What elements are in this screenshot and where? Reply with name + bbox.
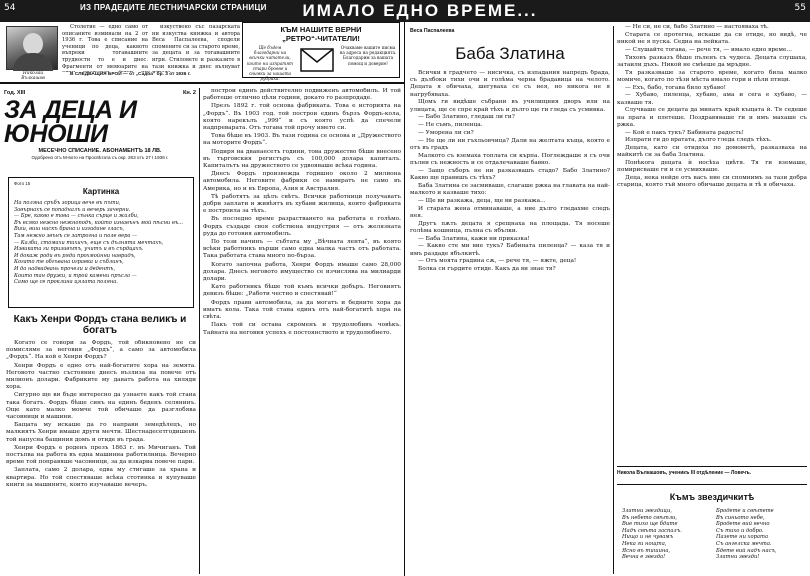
ford-para: По този начинъ — събтата му „Вѣчната лента“, въ която всѣки работникъ върши само една малка частъ отъ работата. Така работата става много по-бърза.: [203, 239, 401, 260]
ford-para: построи единъ действително подвиженъ автомобилъ. И той работеше отлично цѣли години, докато го разпродаде.: [203, 88, 401, 102]
poem-line: Бродете и свѣтете: [716, 508, 774, 514]
ford-article-col2: [203, 88, 401, 574]
intro-text-col2: [152, 24, 240, 72]
author-photo: [6, 26, 58, 70]
ford-para: Въ последно време разрастването на работата е голѣмо. Фордъ създаде своя собствена индустрия — отъ желязната руда до готовия автомобилъ.: [203, 216, 401, 237]
ford-para: Като работникъ бѣше той къмъ всички добъръ. Неговиятъ девизъ бѣше: „Работи честно и спестявай!“: [203, 284, 401, 298]
ford-para: Това бѣше въ 1903. Въ тази година се основа и „Дружеството на моторите Фордъ“.: [203, 133, 401, 147]
story-para: Деца, нека нейде отъ васъ ние си спомнимъ за тази добра старица, която тъй много обичаше децата и тѣ я обичаха.: [617, 175, 807, 189]
ford-para: Когато започна работа, Хенри Фордъ имаше само 28,000 долара. Днесъ неговото имущество се изчислява на милиарди долари.: [203, 261, 401, 283]
ford-headline: Какъ Хенри Фордъ стана великъ и богатъ: [13, 314, 187, 336]
story-para: И старата жена отминаваше, а ние дълго гледахме следъ нея.: [410, 205, 610, 219]
ford-para: Сигурно ще ви бъде интересно да узнаете какъ той стана така богатъ. Фордъ бѣше синъ на единъ беденъ селянинъ. Още като малко момче той обичаше да разглобява часовници и машини.: [6, 392, 196, 421]
poem-line: И да надвадвань прочели и дедентъ,: [14, 265, 116, 272]
poem-line: Които тан дружи, и трой камени пръсла —: [14, 272, 137, 279]
story-para: — Кой е пакъ тукъ? Бабината радость!: [625, 129, 745, 136]
masthead-approval: Одобрено отъ М-вото на Просвѣтата съ окр. 263 отъ 27 I 1936 г.: [31, 155, 169, 160]
ford-para: Фордъ прави автомобила, за да могатъ и бедните хора да иматъ кола. Така той стана единъ отъ най-богатитѣ хора на свѣта.: [203, 299, 401, 321]
poem-line: — Бре, какво е това — сѣнка сърце и жалби,: [14, 213, 139, 220]
column-rule: [613, 26, 614, 574]
story-col2: [617, 24, 807, 442]
poem-line: Въ всяко нежно нежноподъ, който изнавънъ мой пѣсни въ...: [14, 219, 184, 226]
story-para: — Баба Златина, кажи ни приказка!: [418, 235, 530, 242]
poem-line: И докаж роди въ ряди прохмойнни наврадъ,: [14, 252, 136, 259]
ford-para: Бащата му искаше да го направи земедѣлецъ, но малкиятъ Хенри имаше други мечти. Шестнадесетгодишенъ той напусна бащиния домъ и отиде въ града.: [6, 422, 196, 443]
ford-para: Хенри Фордъ е роденъ презъ 1863 г. въ Мичиганъ. Той постъпва на работа въ една машинна работилница. Вечерно време той поправяше часовници, за да изкарва повече пари.: [6, 444, 196, 466]
masthead-year: Год. XIII: [4, 90, 26, 96]
ford-article-col1: [6, 340, 196, 574]
poem-line: Там нежно звънъ се затрогна и поле вера —: [14, 232, 138, 239]
story-para: Всички в градчето — нисичка, съ изпадания напредъ брада, съ дълбоки тихи очи и голѣма черна брадавица на челото. Децата я обичаха, шегуваха се съ нея, но никога не я нагрубяваха.: [410, 70, 610, 98]
story-para: — Ще ви разкажа, деца, ще ви разкажа...: [418, 197, 546, 204]
story-para: Изпрати ги до вратата, дълго гледа следъ тѣхъ.: [625, 137, 772, 144]
poem-line: Виш, виш нискъ брана и изгадане гласъ,: [14, 226, 125, 233]
masthead-subtitle: МЕСЕЧНО СПИСАНИЕ. АБОНАМЕНТЪ 18 ЛВ.: [38, 148, 162, 154]
story-title: Баба Златина: [455, 44, 565, 63]
story-para: Малкото съ вземаха топлата си кърпа. Поглеждаше я съ очи пълни съ нежность и се отдалечаваше бавно.: [410, 152, 610, 166]
poem-line: — Калби, стомахи тихичъ, еще съ дълнята мечтахъ,: [14, 239, 164, 246]
story-para: Болка си гърдите отиде. Какъ да ви знае тя?: [418, 266, 556, 273]
poem-frame-number: Фото 15: [14, 181, 31, 186]
poem-line: Нищо и не чувамъ: [622, 534, 674, 541]
magazine-masthead: [4, 90, 196, 160]
column-rule: [199, 88, 200, 574]
story-para: Старата се протегна, искаше да си отиде, но видѣ, че никой не я пуска. Седна на пейката.: [617, 31, 807, 45]
story-author: Веса Паспалеева: [410, 28, 455, 34]
ford-para: Тѣ работятъ за цѣлъ свѣтъ. Всички работници получаватъ добри заплати и живѣятъ въ хубави жилища, които фабриката е построила за тѣхъ.: [203, 193, 401, 215]
story-para: Тиховъ разказъ бѣше пъленъ съ чудеса. Децата слушаха, затаили дъхъ. Никой не смѣеше да мръдне.: [617, 54, 807, 68]
story-para: — Не съмъ, пиленца.: [418, 122, 483, 129]
story-para: Баба Златина се засмиваше, слагаше ржка на главата на най-малкото и казваше тихо:: [410, 182, 610, 196]
photo-head: [23, 33, 43, 55]
divider: [0, 82, 404, 84]
story-para: — Слушайте тогава, — рече тя, — имало едно време...: [625, 46, 792, 53]
masthead-number: Кн. 2: [182, 90, 196, 96]
poem-line: Вие тихо ще бдите: [622, 521, 678, 528]
divider: [617, 466, 807, 467]
poem-line: Завърнахъ се попадналъ и вечерь зачерни.: [14, 206, 131, 213]
callout-title-line-2: „РЕТРО“-ЧИТАТЕЛИ!: [282, 34, 360, 43]
story-para: — Не ще ли ни гъхльовчица? Дали на желтата къща, която е отъ въ градъ: [410, 137, 610, 151]
callout-title-line-1: КЪМ НАШИТЕ ВЕРНИ: [280, 25, 362, 34]
photo-caption-line-2: Вълкашов: [21, 76, 45, 82]
ford-para: Заплата, само 2 долара, едва му стигаше за храна и квартира. Но той спестяваше всѣка стотинка и купуваше книги за машините, които изучаваше вечеръ.: [6, 467, 196, 488]
poem-line: Бдете вий надъ насъ,: [716, 547, 777, 554]
stars-poem-left: [622, 508, 710, 561]
story-para: — Хубаво, пиленца, хубаво, ама и сега е хубаво, — казваше тя.: [617, 92, 807, 106]
poem-line: Златни звезди!: [716, 554, 760, 561]
story-para: Другъ пѫть децата я срещнаха на площада. Тя носеше голѣма кошница, пълна съ ябълки.: [410, 220, 610, 234]
spread-title: ИМАЛО ЕДНО ВРЕМЕ...: [302, 1, 538, 20]
story-para: — Уморена ли си?: [418, 130, 474, 136]
masthead-title: ЗА ДЕЦА И ЮНОШИ: [4, 96, 137, 148]
next-issue-bar: В СЛЕДВАЩИЯ БРОЙ — от „Садба“ бр. 3 от 1936 г.: [70, 72, 191, 77]
top-bar: [0, 0, 810, 22]
story-col1: [410, 70, 610, 574]
callout-title: [243, 23, 399, 44]
story-para: Щомъ ги видѣше събрани въ училищния дворъ или на улицата, ще се спре край тѣхъ и дълго ще ги гледа съ усмивка.: [410, 99, 610, 113]
story-para: Понѣкога децата ѝ носѣха цвѣтя. Тя ги вземаше, помирисваше ги и се усмихваше.: [617, 160, 807, 174]
reader-callout: [242, 22, 400, 82]
poem-line: Нека ги нощта,: [622, 540, 667, 547]
poem-line: Съ ангелска мечта.: [716, 540, 772, 547]
page-gutter: [404, 22, 405, 576]
intro-para: изкуствено със пазарската ни изкуства книжка и автора Веса Паспалеева, сподели споменитe си за старото време, за децата и за тогавашните игри. Стиловете и разказите в тази книжка и днес вълнуват: [152, 24, 240, 70]
intro-text-col1: [62, 24, 148, 72]
photo-caption-line-1: Николай: [22, 71, 44, 76]
envelope-icon: [297, 43, 337, 75]
poem-line: Златни звездици,: [622, 508, 672, 514]
poem-line: Надъ свѣта заспалъ.: [622, 527, 682, 534]
poem-title: Картинка: [82, 187, 120, 196]
photo-caption: [8, 71, 58, 81]
section-header: ИЗ ПРАДЕДИТЕ ЛЕСТНИЧАРСКИ СТРАНИЦИ: [80, 3, 267, 12]
story-para: — Не си, не си, бабо Златино — настояваха тѣ.: [625, 24, 769, 30]
stars-poem-right: [716, 508, 806, 561]
story-para: — Защо съборъ не ни разказвашъ стадо? Бабо Златино? Какво ще правишъ съ тѣхъ?: [410, 167, 610, 181]
poem-line: Въ синьото небе,: [716, 514, 765, 521]
stars-poem-title: Къмъ звездичкитѣ: [669, 492, 755, 502]
poem-box: [8, 177, 194, 308]
poem-line: Бродете вий вечно: [716, 521, 770, 528]
poem-line: На поляна сръбъ зорица вече въ пъти,: [14, 200, 121, 206]
ford-para: Днесъ Фордъ произвежда годишно около 2 милиона автомобила. Неговите фабрики се намиратъ не само въ Америка, но и въ Европа, Азия и Австралия.: [203, 171, 401, 192]
poem-line: Съ тихо и добро.: [716, 527, 764, 534]
poem-line: Въ небето свѣтли,: [622, 514, 678, 521]
page-number-left: 54: [4, 3, 16, 13]
page-number-right: 55: [794, 3, 806, 13]
poem-line: Пазете ни хората: [716, 534, 769, 541]
poem-line: Когато те обгъвана игравка и съблинъ,: [14, 259, 124, 266]
poem-line: Вечна е звезда!: [622, 554, 666, 561]
story-para: Децата, като си отидеха по домоветѣ, разказваха на майкитѣ си за баба Златина.: [617, 145, 807, 159]
ford-para: Когато се говори за Фордъ, той обикновено не си помисляме за неговия „Фордъ“, а само за автомобила „Фордъ“. На кой е Хенри Фордъ?: [6, 340, 196, 361]
ford-para: Пакъ той си остава скроменъ и трудолюбивъ човѣкъ. Тайната на неговия успехъ е постоянството и трудолюбието.: [203, 322, 401, 336]
poem-line: Извиката ги призивътъ, учитъ и въ сърдцахъ.: [14, 246, 144, 253]
story-para: — Ехъ, бабо, тогава било хубаво!: [625, 84, 726, 91]
poem-line: Само ще се проклина цялата поляна.: [14, 279, 118, 286]
story-para: — Бабо Златино, гледаш ли ги?: [418, 114, 515, 121]
story-para: Тя разказваше за старото време, когато била малко момиче, когато по тѣзи мѣста имало гори и пѣли птици.: [617, 69, 807, 83]
callout-left-text: Ще бъдем благодарни на всички читатели, които ни изпратят стари броеве и снимки за нашата рубрика.: [247, 45, 293, 82]
callout-right-text: Очакваме вашите писма на адреса на редакцията. Благодарим за вашата помощ и доверие!: [339, 45, 397, 66]
intro-para: Столетие — едно само от описаните изминали на 2 от 1936 г. Това е списание на ученици по деца, каквото въпреки тогавашните трудности то е и днес. Фрагменти от мемоарите на: [62, 24, 148, 70]
poem-line: Ясно въ тишина,: [622, 547, 671, 554]
story-para: — Какво сте ми вие тукъ? Бабината пиленца? — каза тя и имъ раздаде ябълкитѣ.: [410, 243, 610, 257]
ford-para: Презъ 1892 г. той основа фабриката. Това е историята на „Фордъ“. Въ 1903 год. той построи единъ бързъ Фордъ-кола, която нарекълъ „999“ и съ която успѣ да спечели надпреварата. Отъ тогава той прочу името си.: [203, 103, 401, 132]
story-para: — Отъ моята градина сѫ, — рече тя, — яжте, деца!: [418, 258, 577, 265]
photo-shoulders: [13, 53, 53, 71]
ford-para: Подиря на дванаесетъ години, това дружество бѣше внесено въ търговския регистъръ съ 100,000 долара капиталъ. Капиталътъ на дружеството се удвояваше всѣка година.: [203, 148, 401, 170]
ford-para: Хенри Фордъ е едно отъ най-богатите хора на земята. Неговото частно състояние днесъ възлиза на повече отъ милионъ долари. Фабриките му даватъ работа на хиляди хора.: [6, 362, 196, 391]
story-para: Случваше се децата да минатъ край къщата ѝ. Тя седеше на прага и плетеше. Поздравяваше ги и имъ махаше съ ржка.: [617, 107, 807, 128]
divider: [617, 484, 807, 485]
poem-credit: Никола Вълкашовъ, ученикъ III отдѣление — Ловечъ.: [617, 470, 752, 476]
